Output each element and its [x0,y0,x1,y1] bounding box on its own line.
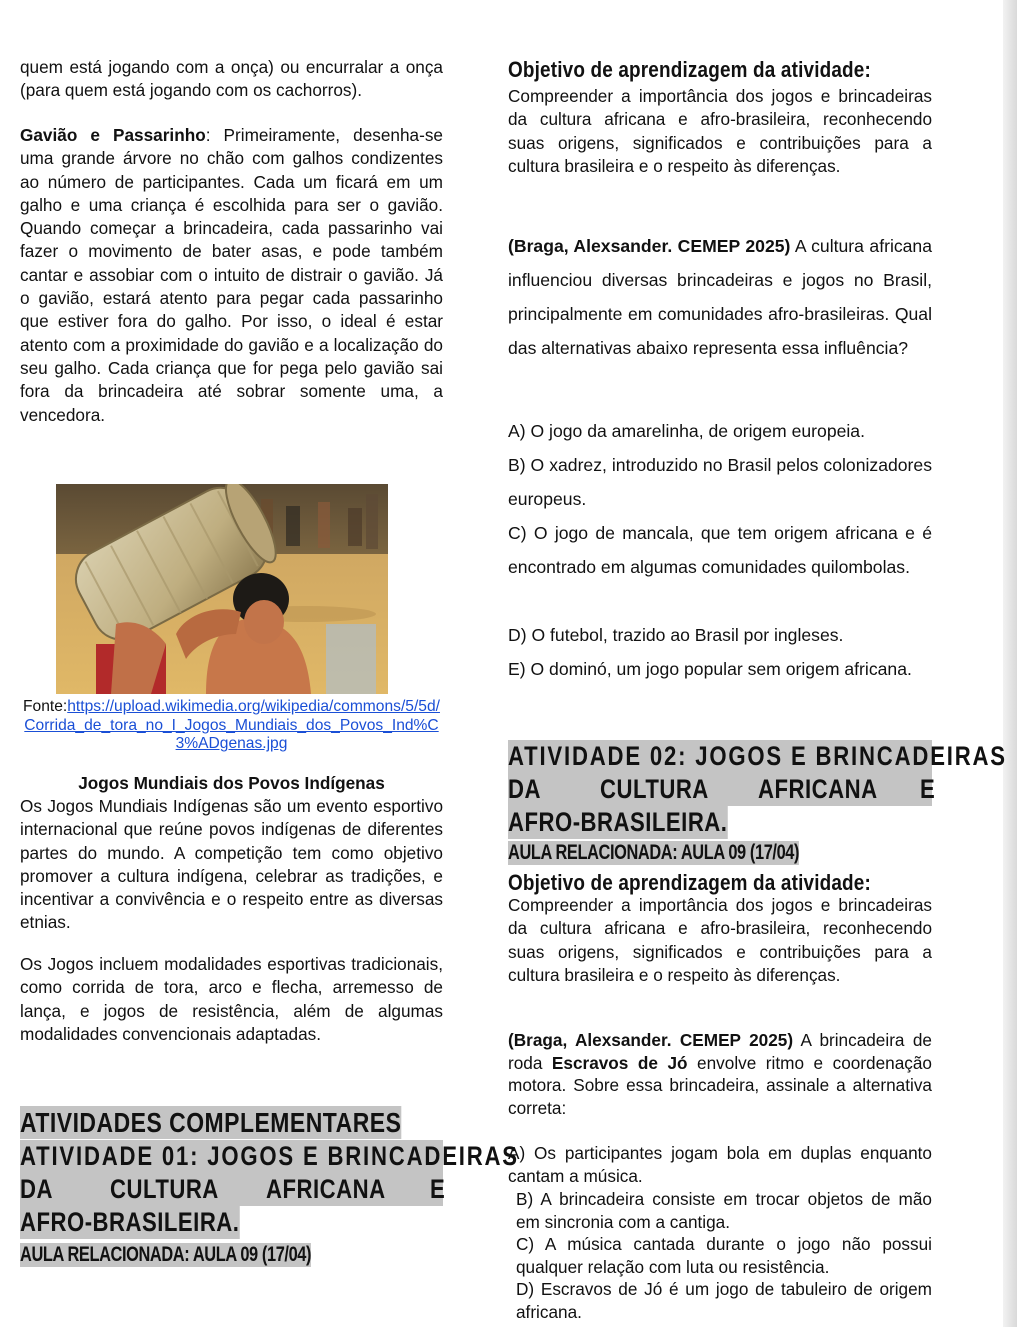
objective-title-2: Objetivo de aprendizagem da atividade: [508,870,871,895]
jogos-mundiais-paragraph-1: Os Jogos Mundiais Indígenas são um evento esportivo internacional que reúne povos indígenas de diferentes partes do mundo. A competição tem como objetivo promover a cultura indígena, celebrar as tradições, e incentivar a convivência e o respeito entre as diversas etnias. [20,796,443,933]
question-1-stem [508,229,932,365]
activity-01-word-cultura: CULTURA [110,1174,219,1204]
question-2-text-pre: A brincadeira de roda [508,1030,932,1073]
activity-01-word-e: E [430,1174,446,1204]
activity-02-word-africana: AFRICANA [758,774,878,804]
source-label: Fonte: [23,698,68,715]
question-2-option-a: A) Os participantes jogam bola em duplas enquanto cantam a música. [508,1143,932,1186]
objective-text-1: Compreender a importância dos jogos e brincadeiras da cultura africana e afro-brasileira, reconhecendo suas origens, significados e contribuições para a cultura brasileira e o respeito às diferenças. [508,86,932,176]
activity-01-aula-wrap [20,1243,443,1273]
question-1-option-c: C) O jogo de mancala, que tem origem africana e é encontrado em algumas comunidades quilombolas. [508,523,932,577]
question-2-reference: (Braga, Alexsander. CEMEP 2025) [508,1030,794,1050]
activity-01-line-1-bg [20,1140,519,1173]
activity-01-word-da: DA [20,1174,53,1204]
question-1-option-a: A) O jogo da amarelinha, de origem europeia. [508,421,865,441]
question-1-option-d: D) O futebol, trazido ao Brasil por ingleses. [508,625,844,645]
page-edge-shadow [1003,0,1017,1327]
activity-02-line-2-bg [508,773,936,806]
activity-02-word-e: E [920,774,936,804]
corrida-de-tora-photo [56,484,388,694]
question-1-reference: (Braga, Alexsander. CEMEP 2025) [508,236,791,256]
activity-02-line-1-bg [508,740,1007,773]
activity-01-word-africana: AFRICANA [266,1174,386,1204]
activity-02-line-3: AFRO-BRASILEIRA. [508,807,728,837]
question-2-stem [508,1029,932,1119]
photo-source-caption [20,698,443,754]
activity-02-word-da: DA [508,774,541,804]
onca-paragraph-end: quem está jogando com a onça) ou encurralar a onça (para quem está jogando com os cachorros). [20,57,443,101]
complementares-heading-wrap [20,1106,443,1139]
question-1-option-e: E) O dominó, um jogo popular sem origem africana. [508,659,912,679]
activity-02-title [508,740,1007,869]
source-link[interactable]: https://upload.wikimedia.org/wikipedia/commons/5/5d/Corrida_de_tora_no_I_Jogos_Mundiais_dos_Povos_Ind%C3%ADgenas.jpg [24,698,440,753]
gaviao-passarinho-text: : Primeiramente, desenha-se uma grande árvore no chão com galhos condizentes ao número de participantes. Cada um ficará em um galho e uma criança é escolhida para ser o gavião. Quando começar a brincadeira, cada passarinho vai fazer o movimento de bater asas, e pode também cantar e assobiar com o intuito de distrair o gavião. Já o gavião, estará atento para pegar cada passarinho que estiver fora do galho. Por isso, o ideal é estar atento com a proximidade do gavião e a localização do seu galho. Cada criança que for pega pelo gavião sai fora da brincadeira até sobrar somente uma, a vencedora. [20,125,443,425]
complementares-heading: ATIVIDADES COMPLEMENTARES [20,1107,402,1138]
activity-02-aula-wrap [508,841,932,869]
question-2-escravos-de-jo: Escravos de Jó [551,1052,688,1073]
objective-title-1: Objetivo de aprendizagem da atividade: [508,57,871,82]
question-1-text: A cultura africana influenciou diversas brincadeiras e jogos no Brasil, principalmente em comunidades afro-brasileiras. Qual das alternativas abaixo representa essa influência? [508,236,933,358]
question-2-option-c: C) A música cantada durante o jogo não possui qualquer relação com luta ou resistência. [516,1234,932,1277]
activity-01-aula: AULA RELACIONADA: AULA 09 (17/04) [20,1243,312,1266]
jogos-mundiais-heading: Jogos Mundiais dos Povos Indígenas [78,773,385,793]
activity-02-word-cultura: CULTURA [600,774,709,804]
question-1-option-b: B) O xadrez, introduzido no Brasil pelos colonizadores europeus. [508,455,932,509]
question-2-option-b: B) A brincadeira consiste em trocar objetos de mão em sincronia com a cantiga. [516,1189,932,1232]
activity-01-title [20,1140,519,1273]
activity-01-line-1: ATIVIDADE 01: JOGOS E BRINCADEIRAS [20,1141,519,1171]
activity-01-line-2-bg [20,1173,446,1206]
activity-02-line-3-wrap [508,806,932,838]
activity-01-line-3: AFRO-BRASILEIRA. [20,1207,240,1237]
activity-02-line-1: ATIVIDADE 02: JOGOS E BRINCADEIRAS [508,741,1007,771]
jogos-mundiais-paragraph-2: Os Jogos incluem modalidades esportivas tradicionais, como corrida de tora, arco e flecha, arremesso de lança, e jogos de resistência, além de algumas modalidades convencionais adaptadas. [20,954,443,1044]
question-2-option-d: D) Escravos de Jó é um jogo de tabuleiro de origem africana. [516,1279,932,1322]
activity-02-aula: AULA RELACIONADA: AULA 09 (17/04) [508,841,800,864]
gaviao-passarinho-title: Gavião e Passarinho [20,125,206,145]
question-2-text-post: envolve ritmo e coordenação motora. Sobre essa brincadeira, assinale a alternativa correta: [508,1052,932,1118]
objective-text-2: Compreender a importância dos jogos e brincadeiras da cultura africana e afro-brasileira, reconhecendo suas origens, significados e contribuições para a cultura brasileira e o respeito às diferenças. [508,895,932,985]
gaviao-passarinho-paragraph [20,124,443,427]
activity-01-line-3-wrap [20,1206,443,1239]
